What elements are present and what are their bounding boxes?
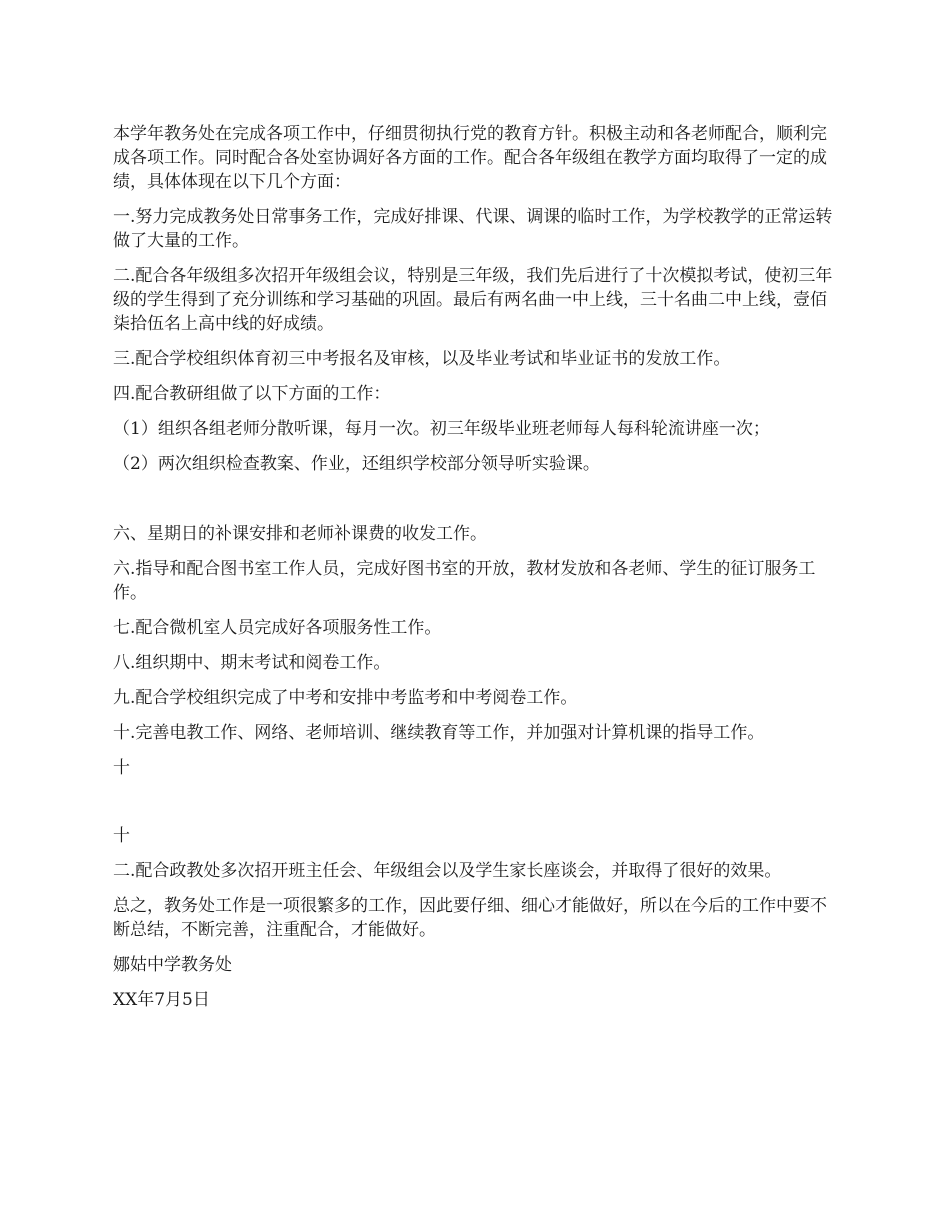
item-9-paragraph: 九.配合学校组织完成了中考和安排中考监考和中考阅卷工作。 — [113, 688, 578, 708]
intro-paragraph: 本学年教务处在完成各项工作中，仔细贯彻执行党的教育方针。积极主动和各老师配合，顺利完成各项工作。同时配合各处室协调好各方面的工作。配合各年级组在教学方面均取得了一定的成绩，具体体现在以下几个方面： — [113, 124, 827, 192]
item-12-paragraph: 二.配合政教处多次招开班主任会、年级组会以及学生家长座谈会，并取得了很好的效果。 — [113, 861, 782, 881]
item-4-sub-1: （1）组织各组老师分散听课，每月一次。初三年级毕业班老师每人每科轮流讲座一次； — [113, 419, 770, 439]
item-3-paragraph: 三.配合学校组织体育初三中考报名及审核，以及毕业考试和毕业证书的发放工作。 — [113, 349, 731, 369]
item-10-paragraph: 十.完善电教工作、网络、老师培训、继续教育等工作，并加强对计算机课的指导工作。 — [113, 723, 765, 743]
conclusion-paragraph: 总之，教务处工作是一项很繁多的工作，因此要仔细、细心才能做好，所以在今后的工作中要不断总结，不断完善，注重配合，才能做好。 — [113, 896, 827, 940]
item-6b-paragraph: 六.指导和配合图书室工作人员，完成好图书室的开放，教材发放和各老师、学生的征订服务工作。 — [113, 559, 816, 603]
item-8-paragraph: 八.组织期中、期末考试和阅卷工作。 — [113, 653, 391, 673]
item-6a-paragraph: 六、星期日的补课安排和老师补课费的收发工作。 — [113, 524, 487, 544]
item-7-paragraph: 七.配合微机室人员完成好各项服务性工作。 — [113, 618, 442, 638]
ten-fragment-b: 十 — [113, 826, 130, 846]
item-1-paragraph: 一.努力完成教务处日常事务工作，完成好排课、代课、调课的临时工作，为学校教学的正常运转做了大量的工作。 — [113, 207, 833, 251]
document-body — [113, 122, 843, 1023]
item-4-sub-2: （2）两次组织检查教案、作业，还组织学校部分领导听实验课。 — [113, 454, 600, 474]
blank-gap — [113, 791, 843, 824]
item-2-paragraph: 二.配合各年级组多次招开年级组会议，特别是三年级，我们先后进行了十次模拟考试，使初三年级的学生得到了充分训练和学习基础的巩固。最后有两名曲一中上线，三十名曲二中上线，壹佰柒拾伍名上高中线的好成绩。 — [113, 266, 833, 334]
signature: 娜姑中学教务处 — [113, 955, 232, 975]
date: XX年7月5日 — [113, 990, 210, 1010]
blank-gap — [113, 487, 843, 522]
item-4-paragraph: 四.配合教研组做了以下方面的工作： — [113, 384, 391, 404]
ten-fragment-a: 十 — [113, 758, 130, 778]
